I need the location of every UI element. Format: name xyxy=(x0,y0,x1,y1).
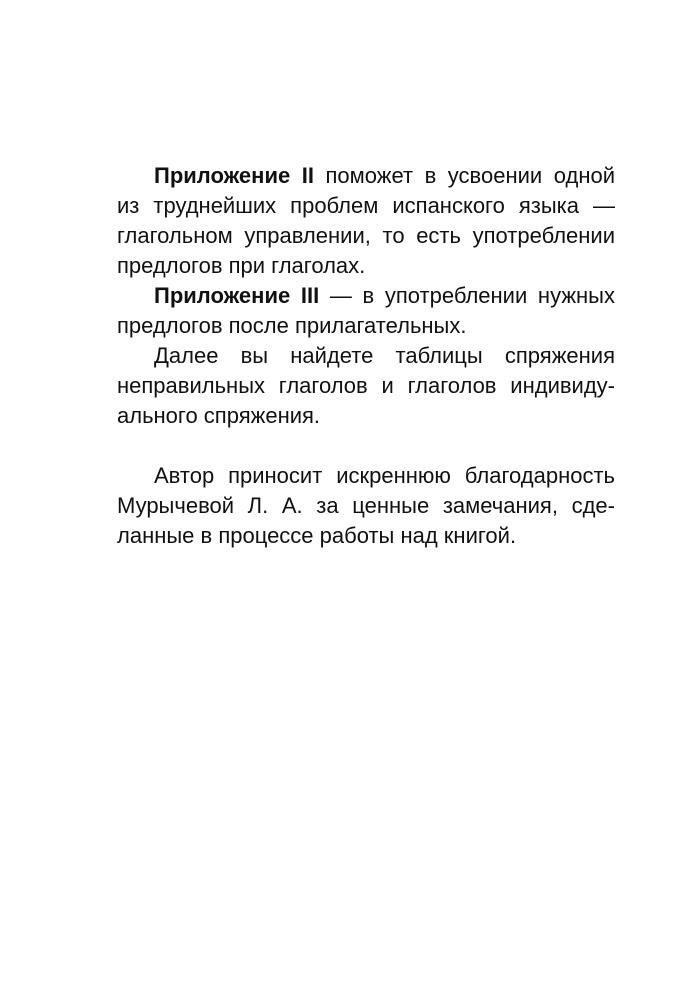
paragraph-appendix-3 xyxy=(117,281,615,341)
preface-text xyxy=(117,161,615,551)
appendix-2-text: поможет в усвоении одной из труднейших проблем испанского языка — глагольном управлении, то есть употреблении предлогов при глаголах. xyxy=(117,163,615,278)
appendix-2-title: Приложение II xyxy=(154,163,314,188)
paragraph-acknowledgement xyxy=(117,461,615,551)
paragraph-appendix-2 xyxy=(117,161,615,281)
acknowledgement-text: Автор приносит искреннюю благодарность Мурычевой Л. А. за ценные замечания, сделанные в процессе работы над книгой. xyxy=(117,463,615,548)
paragraph-conjugation-tables xyxy=(117,341,615,431)
paragraph-spacer xyxy=(117,431,615,461)
conjugation-tables-text: Далее вы найдете таблицы спряжения неправильных глаголов и глаголов индивидуального спряжения. xyxy=(117,343,615,428)
appendix-3-title: Приложение III xyxy=(154,283,320,308)
appendix-3-text: — в употреблении нужных предлогов после прилагательных. xyxy=(117,283,615,338)
